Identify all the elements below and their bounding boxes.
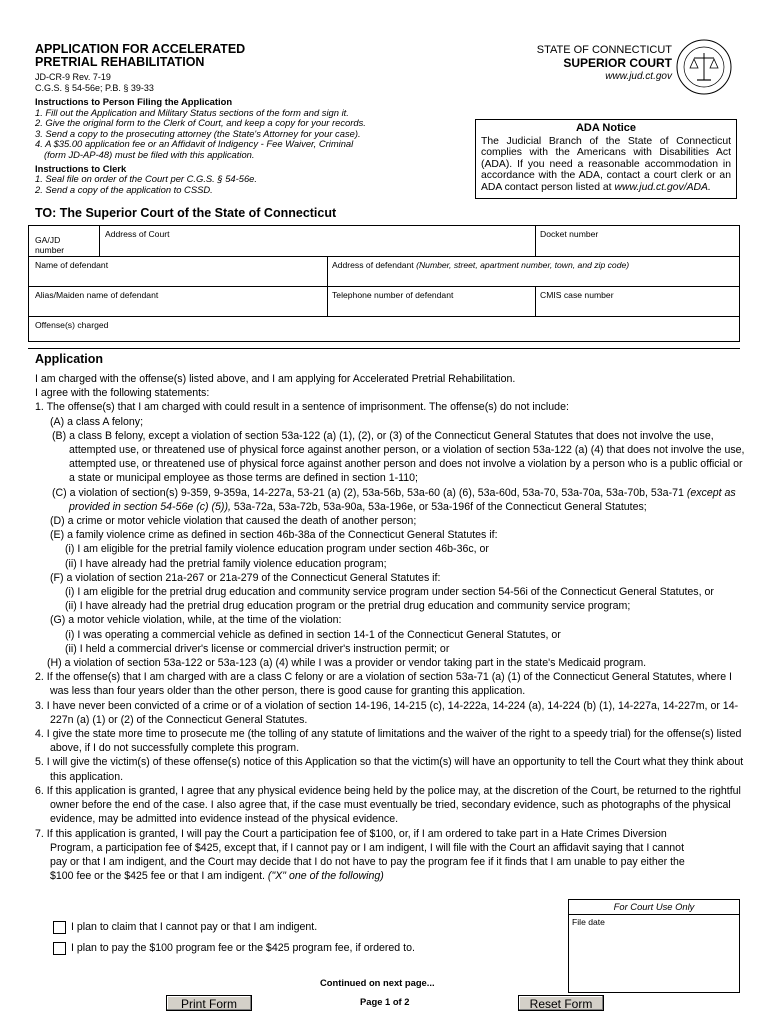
continued-note: Continued on next page... — [320, 977, 435, 988]
alias-name-field[interactable]: Alias/Maiden name of defendant — [35, 290, 159, 300]
court-use-title: For Court Use Only — [569, 900, 739, 915]
exclusion-b: (B) a class B felony, except a violation of section 53a-122 (a) (1), (2), or (3) of the Connecticut General Statutes that does not involve the use, attempted use, or threatened use of physical force against another person, or a violation of section 53a-122 (a) (4) that does not involve the use, attempted use, or threatened use of physical force against another person and does not involve a violation by a person who is a public official or a state or municipal employee as those terms are defined in section 1-110; — [52, 429, 745, 485]
court-use-box — [568, 899, 740, 993]
application-body — [35, 372, 745, 883]
title-line-2: PRETRIAL REHABILITATION — [35, 55, 205, 69]
indigent-option-label: I plan to claim that I cannot pay or that I am indigent. — [71, 921, 318, 933]
statute-reference: C.G.S. § 54-56e; P.B. § 39-33 — [35, 83, 154, 93]
exclusion-h: (H) a violation of section 53a-122 or 53a-123 (a) (4) while I was a provider or vendor taking part in the state's Medicaid program. — [47, 657, 647, 670]
statement-5: 5. I will give the victim(s) of these offense(s) notice of this Application so that the victim(s) will have an opportunity to tell the Court what they think about this application. — [35, 756, 744, 783]
statement-3: 3. I have never been convicted of a crime or of a violation of section 14-196, 14-215 (c), 14-222a, 14-224 (a), 14-224 (b) (1), 14-227a, 14-227m, or 14-227n (a) (1) or (2) of the Connecticut General Statutes. — [35, 699, 739, 726]
instruction-4-cont: (form JD-AP-48) must be filed with this application. — [44, 148, 255, 160]
exclusion-a: (A) a class A felony; — [50, 415, 144, 428]
instructions-person-heading: Instructions to Person Filing the Application — [35, 96, 233, 107]
statement-7-line-3: pay or that I am indigent, and the Court may decide that I do not have to pay the program fee if it finds that I am unable to pay either the — [50, 855, 685, 868]
instructions-clerk-heading: Instructions to Clerk — [35, 162, 127, 174]
docket-number-field[interactable]: Docket number — [540, 229, 599, 239]
exclusion-d: (D) a crime or motor vehicle violation that caused the death of another person; — [50, 515, 417, 528]
pay-fee-option-label: I plan to pay the $100 program fee or the $425 program fee, if ordered to. — [71, 942, 415, 954]
ada-link[interactable]: www.jud.ct.gov/ADA. — [614, 181, 711, 193]
indigent-checkbox[interactable] — [53, 921, 66, 934]
judicial-seal-icon — [675, 38, 733, 96]
statement-6: 6. If this application is granted, I agree that any physical evidence being held by the police may, at the discretion of the Court, be returned to the rightful owner before the end of the case. I also agree that, if the case must eventually be tried, secondary evidence, such as photographs of the physical evidence, may be admitted into evidence instead of the physical evidence. — [35, 784, 741, 826]
reset-form-button[interactable]: Reset Form — [518, 995, 604, 1011]
offenses-charged-field[interactable]: Offense(s) charged — [35, 320, 109, 330]
pay-fee-checkbox[interactable] — [53, 942, 66, 955]
instruction-2: 2. Give the original form to the Clerk of Court, and keep a copy for your records. — [35, 117, 366, 129]
instructions — [35, 97, 445, 195]
clerk-instruction-1: 1. Seal file on order of the Court per C.G.S. § 54-56e. — [35, 173, 257, 185]
ada-notice — [475, 119, 737, 199]
intro-1: I am charged with the offense(s) listed above, and I am applying for Accelerated Pretrial Rehabilitation. — [35, 373, 516, 385]
statement-2: 2. If the offense(s) that I am charged with are a class C felony or are a violation of section 53a-71 (a) (1) of the Connecticut General Statutes, where I was less than four years older than the other person, there is good cause for granting this application. — [35, 671, 732, 698]
clerk-instruction-2: 2. Send a copy of the application to CSSD. — [35, 183, 213, 195]
ada-title: ADA Notice — [575, 122, 637, 134]
statement-7-line-2: Program, a participation fee of $425, except that, if I cannot pay or I am indigent, I will file with the Court an affidavit saying that I cannot — [50, 841, 685, 854]
file-date-field[interactable]: File date — [572, 917, 605, 927]
statement-4: 4. I give the state more time to prosecute me (the tolling of any statute of limitations and the waiver of the right to a speedy trial) for the offense(s) listed above, if I do not successfully complete this program. — [35, 728, 742, 755]
statement-1: 1. The offense(s) that I am charged with could result in a sentence of imprisonment. The offense(s) do not include: — [35, 401, 569, 414]
exclusion-c: (C) a violation of section(s) 9-359, 9-359a, 14-227a, 53-21 (a) (2), 53a-56b, 53a-60 (a) (6), 53a-60d, 53a-70, 53a-70a, 53a-70b, 53a-71 (except as provided in section 54-56e (c) (5)), 53a-72a, 53a-72b, 53a-90a, 53a-196e, or 53a-196f of the Connecticut General Statutes; — [52, 486, 736, 513]
intro-2: I agree with the following statements: — [35, 387, 210, 400]
instruction-4: 4. A $35.00 application fee or an Affidavit of Indigency - Fee Waiver, Criminal — [35, 138, 354, 150]
exclusion-f: (F) a violation of section 21a-267 or 21a-279 of the Connecticut General Statutes if: — [50, 571, 441, 584]
ada-text: The Judicial Branch of the State of Connecticut complies with the Americans with Disabilities Act (ADA). If you need a reasonable accommodation in accordance with the ADA, contact a court clerk or an ADA contact person listed at — [481, 135, 731, 193]
exclusion-g-ii: (ii) I held a commercial driver's license or commercial driver's instruction permit; or — [65, 642, 450, 655]
title-line-1: APPLICATION FOR ACCELERATED — [35, 42, 246, 56]
gajd-field[interactable]: GA/JD number — [35, 235, 65, 255]
exclusion-e-ii: (ii) I have already had the pretrial family violence education program; — [65, 557, 387, 570]
exclusion-g-i: (i) I was operating a commercial vehicle as defined in section 14-1 of the Connecticut General Statutes, or — [65, 628, 561, 641]
case-info-grid — [28, 225, 740, 342]
defendant-name-field[interactable]: Name of defendant — [35, 260, 109, 270]
court-address-field[interactable]: Address of Court — [105, 229, 170, 239]
statement-7-line-4: $100 fee or the $425 fee or that I am indigent. ("X" one of the following) — [50, 870, 384, 883]
statement-7-line-1: 7. If this application is granted, I will pay the Court a participation fee of $100, or, if I am ordered to take part in a Hate Crimes Diversion — [35, 827, 667, 840]
defendant-address-field[interactable]: Address of defendant (Number, street, apartment number, town, and zip code) — [332, 260, 630, 270]
court-website: www.jud.ct.gov — [605, 71, 672, 82]
cmis-number-field[interactable]: CMIS case number — [540, 290, 614, 300]
application-divider — [28, 348, 740, 349]
state-name: STATE OF CONNECTICUT — [536, 44, 672, 56]
court-name: SUPERIOR COURT — [563, 56, 672, 70]
form-number: JD-CR-9 Rev. 7-19 — [35, 72, 111, 82]
application-heading: Application — [35, 352, 104, 366]
form-title — [35, 43, 245, 94]
court-block — [537, 44, 672, 83]
page-number: Page 1 of 2 — [360, 996, 410, 1007]
exclusion-e: (E) a family violence crime as defined in section 46b-38a of the Connecticut General Statutes if: — [50, 529, 498, 542]
print-form-button[interactable]: Print Form — [166, 995, 252, 1011]
defendant-phone-field[interactable]: Telephone number of defendant — [332, 290, 454, 300]
to-line: TO: The Superior Court of the State of Connecticut — [35, 206, 337, 220]
instruction-3: 3. Send a copy to the prosecuting attorney (the State's Attorney for your case). — [35, 127, 361, 139]
exclusion-f-ii: (ii) I have already had the pretrial drug education program or the pretrial drug education and community service program; — [65, 600, 631, 613]
exclusion-g: (G) a motor vehicle violation, while, at the time of the violation: — [50, 614, 342, 627]
exclusion-e-i: (i) I am eligible for the pretrial family violence education program under section 46b-36c, or — [65, 543, 489, 556]
instruction-1: 1. Fill out the Application and Military Status sections of the form and sign it. — [35, 106, 349, 118]
exclusion-f-i: (i) I am eligible for the pretrial drug education and community service program under section 54-56i of the Connecticut General Statutes, or — [65, 586, 714, 599]
